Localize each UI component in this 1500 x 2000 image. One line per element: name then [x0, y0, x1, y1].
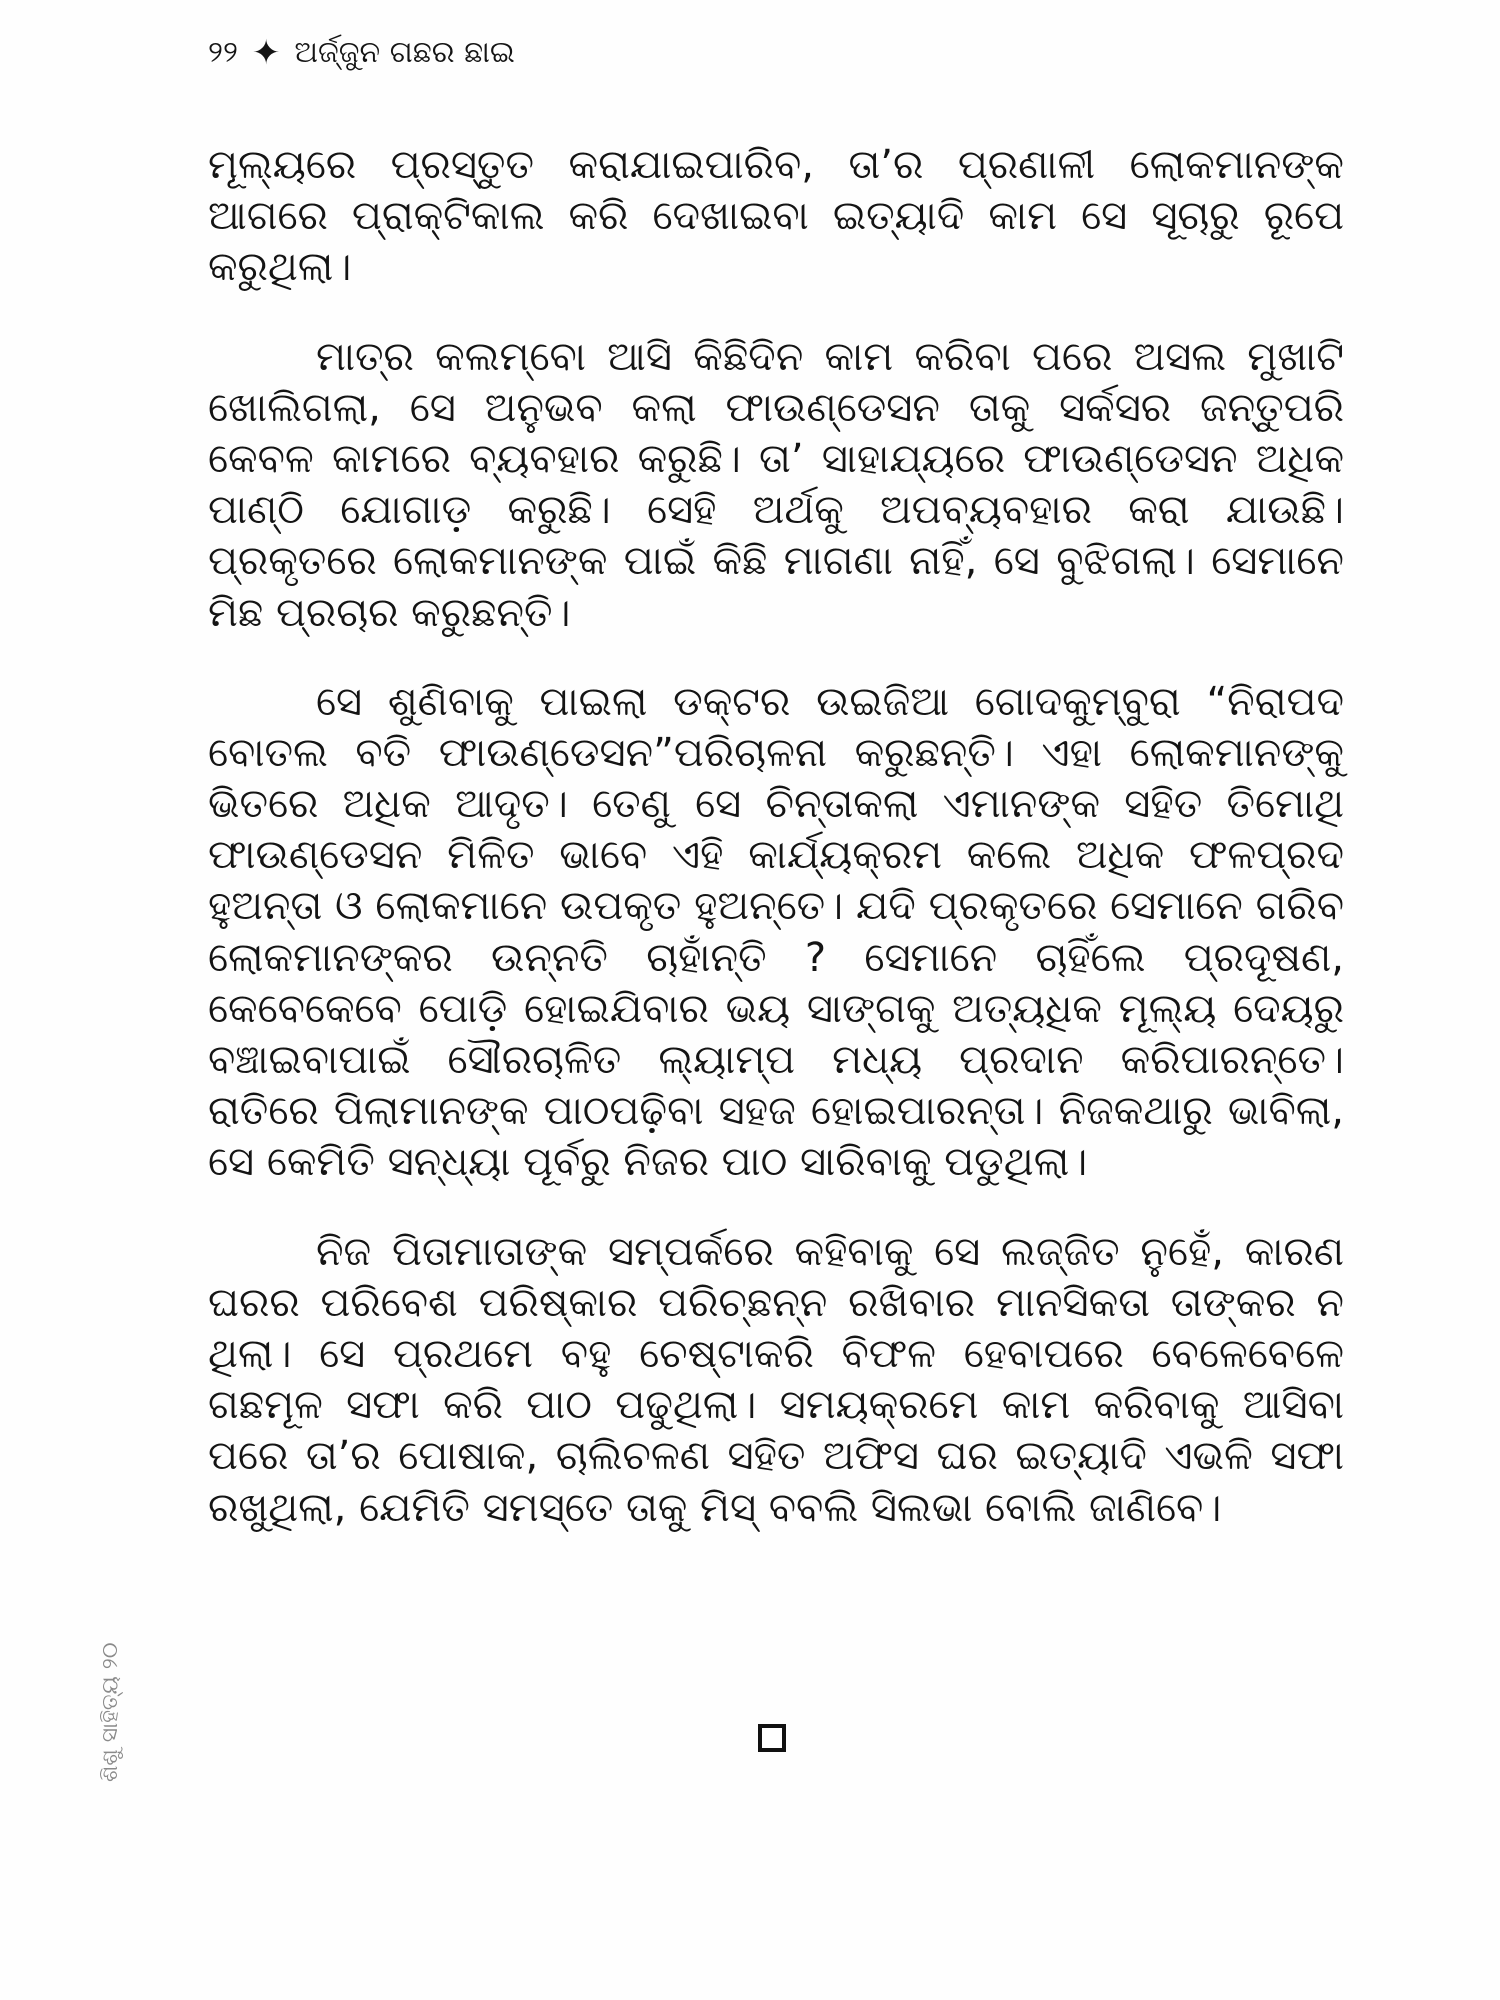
page-number: ୨୨: [208, 35, 238, 70]
chapter-end-square-icon: [758, 1724, 786, 1752]
margin-note: ଶିଶୁ ସାହିତ୍ୟ ୨୦: [98, 1642, 123, 1782]
book-title: ଅର୍ଜ୍ଜୁନ ଗଛର ଛାଇ: [294, 35, 515, 70]
paragraph: ସେ ଶୁଣିବାକୁ ପାଇଲା ଡକ୍ଟର ଉଇଜିଆ ଗୋଦକୁମ୍ବୁରା “ନିରାପଦ ବୋତଲ ବତି ଫାଉଣ୍ଡେସନ”ପରିଚାଳନା କରୁଛନ୍ତି। ଏହା ଲୋକମାନଙ୍କୁ ଭିତରେ ଅଧିକ ଆଦୃତ। ତେଣୁ ସେ ଚିନ୍ତାକଲା ଏମାନଙ୍କ ସହିତ ତିମୋଥି ଫାଉଣ୍ଡେସନ ମିଳିତ ଭାବେ ଏହି କାର୍ଯ୍ୟକ୍ରମ କଲେ ଅଧିକ ଫଳପ୍ରଦ ହୁଅନ୍ତା ଓ ଲୋକମାନେ ଉପକୃତ ହୁଅନ୍ତେ। ଯଦି ପ୍ରକୃତରେ ସେମାନେ ଗରିବ ଲୋକମାନଙ୍କର ଉନ୍ନତି ଚାହାଁନ୍ତି ? ସେମାନେ ଚାହିଁଲେ ପ୍ରଦୂଷଣ, କେବେକେବେ ପୋଡ଼ି ହୋଇଯିବାର ଭୟ ସାଙ୍ଗକୁ ଅତ୍ୟଧିକ ମୂଲ୍ୟ ଦେୟରୁ ବଞ୍ଚାଇବାପାଇଁ ସୌରଚାଳିତ ଲ୍ୟାମ୍ପ ମଧ୍ୟ ପ୍ରଦାନ କରିପାରନ୍ତେ। ରାତିରେ ପିଲାମାନଙ୍କ ପାଠପଢ଼ିବା ସହଜ ହୋଇପାରନ୍ତା। ନିଜକଥାରୁ ଭାବିଲା, ସେ କେମିତି ସନ୍ଧ୍ୟା ପୂର୍ବରୁ ନିଜର ପାଠ ସାରିବାକୁ ପଡୁଥିଲା।: [208, 678, 1344, 1186]
running-header: [208, 33, 515, 73]
paragraph-continued: ମୂଲ୍ୟରେ ପ୍ରସ୍ତୁତ କରାଯାଇପାରିବ, ତା’ର ପ୍ରଣାଳୀ ଲୋକମାନଙ୍କ ଆଗରେ ପ୍ରାକ୍ଟିକାଲ କରି ଦେଖାଇବା ଇତ୍ୟାଦି କାମ ସେ ସୂଚାରୁ ରୂପେ କରୁଥିଲା।: [208, 142, 1344, 291]
star-separator-icon: ✦: [251, 33, 281, 73]
paragraph: ନିଜ ପିତାମାତାଙ୍କ ସମ୍ପର୍କରେ କହିବାକୁ ସେ ଲଜ୍ଜିତ ନୁହେଁ, କାରଣ ଘରର ପରିବେଶ ପରିଷ୍କାର ପରିଚ୍ଛନ୍ନ ରଖିବାର ମାନସିକତା ତାଙ୍କର ନ ଥିଲା। ସେ ପ୍ରଥମେ ବହୁ ଚେଷ୍ଟାକରି ବିଫଳ ହେବାପରେ ବେଳେବେଳେ ଗଛମୂଳ ସଫା କରି ପାଠ ପଢୁଥିଲା। ସମୟକ୍ରମେ କାମ କରିବାକୁ ଆସିବା ପରେ ତା’ର ପୋଷାକ, ଚାଲିଚଳଣ ସହିତ ଅଫିସ ଘର ଇତ୍ୟାଦି ଏଭଳି ସଫା ରଖୁଥିଲା, ଯେମିତି ସମସ୍ତେ ତାକୁ ମିସ୍ ବବଲି ସିଲଭା ବୋଲି ଜାଣିବେ।: [208, 1228, 1344, 1531]
paragraph: ମାତ୍ର କଲମ୍ବୋ ଆସି କିଛିଦିନ କାମ କରିବା ପରେ ଅସଲ ମୁଖାଟି ଖୋଲିଗଲା, ସେ ଅନୁଭବ କଲା ଫାଉଣ୍ଡେସନ ତାକୁ ସର୍କସର ଜନ୍ତୁପରି କେବଳ କାମରେ ବ୍ୟବହାର କରୁଛି। ତା’ ସାହାଯ୍ୟରେ ଫାଉଣ୍ଡେସନ ଅଧିକ ପାଣ୍ଠି ଯୋଗାଡ଼ କରୁଛି। ସେହି ଅର୍ଥକୁ ଅପବ୍ୟବହାର କରା ଯାଉଛି। ପ୍ରକୃତରେ ଲୋକମାନଙ୍କ ପାଇଁ କିଛି ମାଗଣା ନାହିଁ, ସେ ବୁଝିଗଲା। ସେମାନେ ମିଛ ପ୍ରଚାର କରୁଛନ୍ତି।: [208, 333, 1344, 636]
page-body: [208, 140, 1344, 1572]
